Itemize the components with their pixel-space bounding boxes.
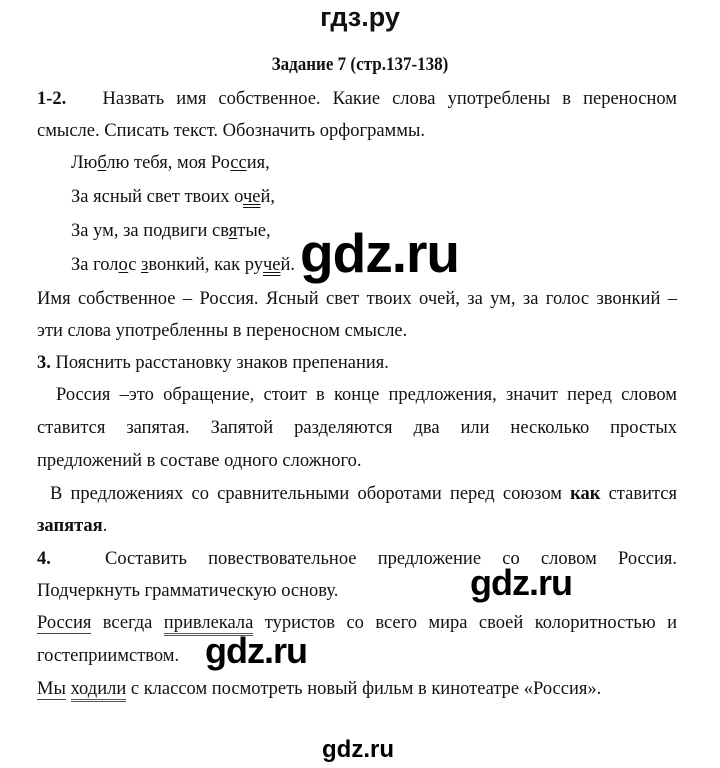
task-number: 3. [37, 353, 51, 373]
task-1-2-instruction-line2: смысле. Списать текст. Обозначить орфограммы. [37, 121, 425, 141]
poem-line-3: За ум, за подвиги святые, [71, 221, 271, 241]
poem-line-2: За ясный свет твоих очей, [71, 187, 275, 207]
task-3-instruction: 3. Пояснить расстановку знаков препенания. [37, 353, 389, 373]
task-3-para2-line2: запятая. [37, 516, 108, 536]
task-3-para1-line1: Россия –это обращение, стоит в конце предложения, значит перед словом [56, 385, 677, 405]
task-3-para2-line1: В предложениях со сравнительными оборотами перед союзом как ставится [50, 484, 677, 504]
watermark-2: gdz.ru [470, 562, 572, 603]
watermark-3: gdz.ru [205, 630, 307, 671]
predicate: привлекала [164, 613, 254, 636]
task-4-sentence2: Мы ходили с классом посмотреть новый фильм в кинотеатре «Россия». [37, 678, 601, 700]
task-3-para1-line3: предложений в составе одного сложного. [37, 451, 362, 471]
watermark-1: gdz.ru [300, 222, 459, 284]
page-title: Задание 7 (стр.137-138) [271, 55, 449, 75]
poem-line-4: За голос звонкий, как ручей. [71, 255, 295, 275]
subject: Россия [37, 613, 92, 633]
answer-line-1: Имя собственное – Россия. Ясный свет твоих очей, за ум, за голос звонкий – [37, 289, 677, 309]
poem-line-1: Люблю тебя, моя Россия, [71, 153, 270, 173]
task-number: 1-2. [37, 89, 67, 109]
task-number: 4. [37, 549, 51, 569]
task-4-instruction-line2: Подчеркнуть грамматическую основу. [37, 581, 339, 601]
task-4-instruction-line1: 4. Составить повествовательное предложение со словом Россия. [37, 549, 677, 569]
task-4-sentence1-line2: гостеприимством. [37, 646, 180, 666]
subject: Мы [37, 679, 66, 699]
task-4-sentence1-line1: Россия всегда привлекала туристов со всего мира своей колоритностью и [37, 612, 677, 634]
watermark-4: gdz.ru [322, 736, 394, 763]
instruction-text: Назвать имя собственное. Какие слова употреблены в переносном [102, 89, 678, 109]
predicate: ходили [71, 679, 127, 702]
answer-line-2: эти слова употребленны в переносном смысле. [37, 321, 408, 341]
site-header: гдз.ру [320, 2, 400, 32]
task-1-2-instruction-line1 [37, 88, 677, 110]
task-3-para1-line2: ставится запятая. Запятой разделяются два или несколько простых [37, 418, 677, 438]
